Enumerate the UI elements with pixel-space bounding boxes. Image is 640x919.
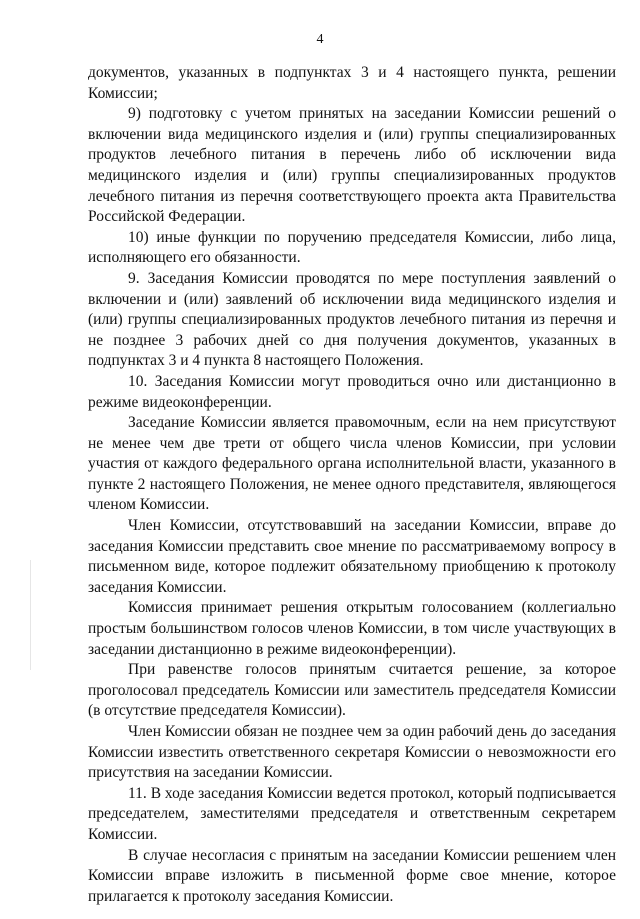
scan-edge-mark	[30, 560, 31, 670]
paragraph-voting: Комиссия принимает решения открытым голосованием (коллегиально простым большинством голосов членов Комиссии, в том числе участвующих в заседании дистанционно в режиме видеоконференции).	[88, 599, 616, 658]
paragraph-quorum: Заседание Комиссии является правомочным, если на нем присутствуют не менее чем две трети от общего числа членов Комиссии, при условии участия от каждого федерального органа исполнительной власти, указанного в пункте 2 настоящего Положения, не менее одного представителя, являющегося членом Комиссии.	[88, 414, 616, 514]
paragraph-absent-member: Член Комиссии, отсутствовавший на заседании Комиссии, вправе до заседания Комиссии представить свое мнение по рассматриваемому вопросу в письменном виде, которое подлежит обязательному приобщению к протоколу заседания Комиссии.	[88, 517, 616, 596]
paragraph-item-9: 9) подготовку с учетом принятых на заседании Комиссии решений о включении вида медицинского изделия и (или) группы специализированных продуктов лечебного питания в перечень либо об исключении вида медицинского изделия и (или) группы специализированных продуктов лечебного питания из перечня соответствующего проекта акта Правительства Российской Федерации.	[88, 105, 616, 226]
paragraph-item-10: 10) иные функции по поручению председателя Комиссии, либо лица, исполняющего его обязанности.	[88, 228, 616, 267]
paragraph-clause-10: 10. Заседания Комиссии могут проводиться очно или дистанционно в режиме видеоконференции.	[88, 372, 616, 411]
paragraph-documents-continuation: документов, указанных в подпунктах 3 и 4 настоящего пункта, решении Комиссии;	[88, 64, 616, 102]
page-number: 4	[316, 32, 324, 47]
document-body	[88, 63, 616, 907]
paragraph-clause-11: 11. В ходе заседания Комиссии ведется протокол, который подписывается председателем, заместителями председателя и ответственным секретарем Комиссии.	[88, 784, 616, 843]
paragraph-clause-9: 9. Заседания Комиссии проводятся по мере поступления заявлений о включении и (или) заявлений об исключении вида медицинского изделия и (или) группы специализированных продуктов лечебного питания из перечня и не позднее 3 рабочих дней со дня получения документов, указанных в подпунктах 3 и 4 пункта 8 настоящего Положения.	[88, 269, 616, 370]
paragraph-member-notice: Член Комиссии обязан не позднее чем за один рабочий день до заседания Комиссии известить ответственного секретаря Комиссии о невозможности его присутствия на заседании Комиссии.	[88, 723, 616, 782]
paragraph-dissent: В случае несогласия с принятым на заседании Комиссии решением член Комиссии вправе изложить в письменной форме свое мнение, которое прилагается к протоколу заседания Комиссии.	[88, 846, 616, 905]
paragraph-tie-vote: При равенстве голосов принятым считается решение, за которое проголосовал председатель Комиссии или заместитель председателя Комиссии (в отсутствие председателя Комиссии).	[88, 661, 616, 720]
